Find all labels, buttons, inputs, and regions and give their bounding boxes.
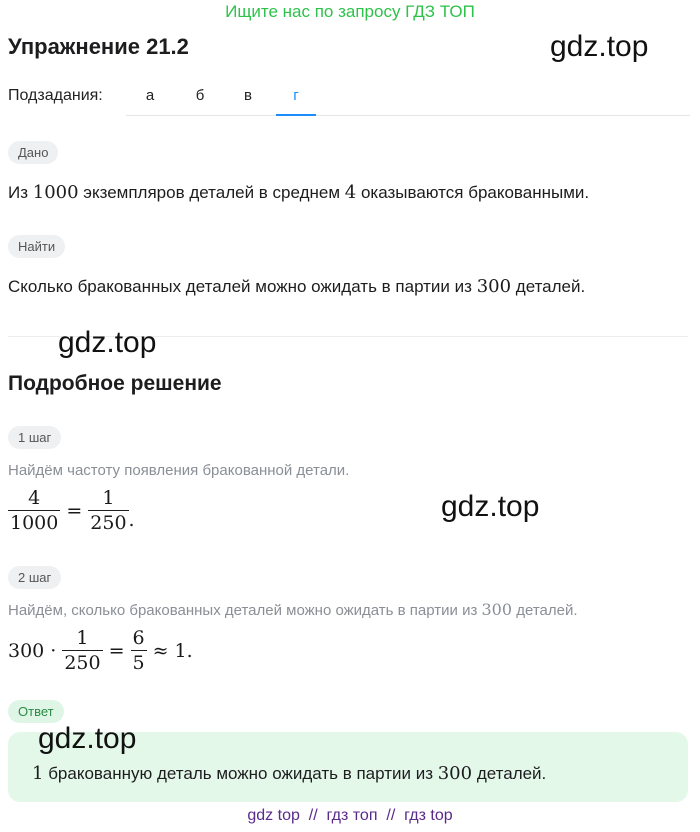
subtasks-label: Подзадания: (8, 87, 103, 104)
watermark: gdz.top (441, 490, 540, 523)
step-2-text: Найдём, сколько бракованных деталей можно ожидать в партии из 300 деталей. (8, 600, 578, 619)
fraction: $\frac{1}{250}$ (90, 487, 127, 534)
step-1 (8, 426, 61, 449)
step-1-text: Найдём частоту появления бракованной детали. (8, 462, 350, 479)
solution-heading: Подробное решение (8, 372, 222, 395)
given-section (8, 141, 58, 164)
given-n2: 4 (344, 182, 357, 203)
tab-v[interactable]: в (244, 87, 252, 104)
promo-banner[interactable]: Ищите нас по запросу ГДЗ ТОП (225, 2, 475, 21)
find-section (8, 235, 65, 258)
answer-text: 1 бракованную деталь можно ожидать в партии из 300 деталей. (32, 763, 547, 784)
find-badge: Найти (8, 235, 65, 258)
given-n1: 1000 (32, 182, 79, 203)
step-1-formula: $\frac{4}{1000}$ = $\frac{1}{250}$ . (10, 487, 135, 534)
answer-badge: Ответ (8, 700, 64, 723)
step-2-badge: 2 шаг (8, 566, 61, 589)
step-2 (8, 566, 61, 589)
tab-a[interactable]: а (145, 87, 155, 104)
fraction: $\frac{4}{1000}$ (10, 487, 59, 534)
step-2-formula: 300 · $\frac{1}{250}$ = $\frac{6}{5}$ ≈ 1. (8, 627, 193, 674)
find-n: 300 (476, 276, 512, 297)
given-text: Из 1000 экземпляров деталей в среднем 4 оказываются бракованными. (8, 182, 590, 203)
fraction: $\frac{1}{250}$ (64, 627, 101, 674)
find-text: Сколько бракованных деталей можно ожидать в партии из 300 деталей. (8, 276, 586, 297)
page-title: Упражнение 21.2 (8, 34, 189, 59)
footer-links[interactable]: gdz top // гдз топ // гдз top (247, 807, 453, 824)
answer-section (8, 700, 64, 723)
step-1-badge: 1 шаг (8, 426, 61, 449)
tab-b[interactable]: б (195, 87, 205, 104)
watermark: gdz.top (38, 722, 137, 755)
tab-g[interactable]: г (276, 76, 316, 116)
given-badge: Дано (8, 141, 58, 164)
watermark: gdz.top (58, 326, 157, 359)
watermark: gdz.top (550, 30, 649, 63)
fraction: $\frac{6}{5}$ (132, 627, 145, 674)
subtask-tabs (126, 76, 690, 116)
